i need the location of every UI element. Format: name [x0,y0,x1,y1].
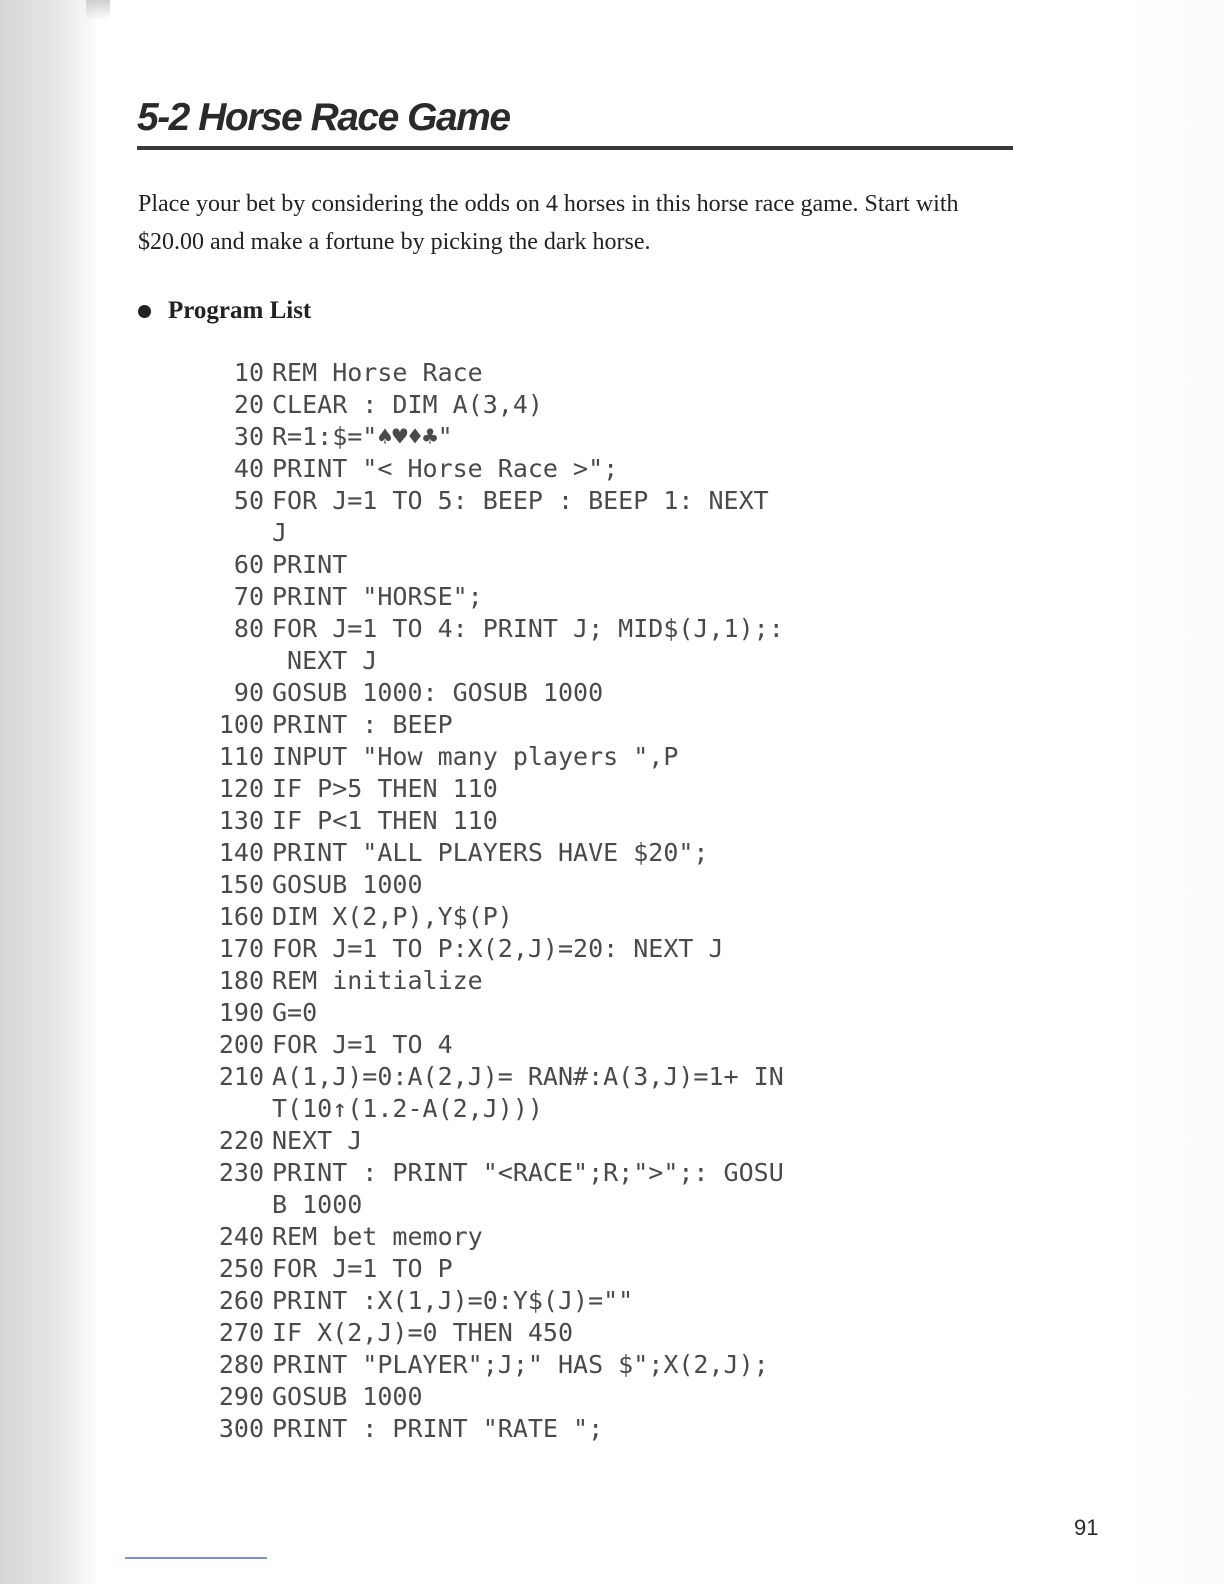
line-number: 50 [233,486,264,515]
code-text: FOR J=1 TO 4: PRINT J; MID$(J,1);: [272,614,784,643]
code-line [206,357,926,389]
code-text: FOR J=1 TO 4 [272,1030,453,1059]
code-line [206,549,926,581]
code-line [206,1285,926,1317]
code-line [206,421,926,453]
code-text: GOSUB 1000 [272,870,423,899]
line-number: 170 [218,934,264,963]
intro-paragraph: Place your bet by considering the odds on 4 horses in this horse race game. Start with $20.00 and make a fortune by picking the dark horse. [138,191,959,255]
line-number: 180 [218,966,264,995]
line-number: 190 [218,998,264,1027]
page-number: 91 [1074,1515,1099,1540]
line-number: 100 [218,710,264,739]
code-text: REM initialize [272,966,483,995]
code-text: GOSUB 1000 [272,1382,423,1411]
title-underline [137,146,1013,150]
code-line [206,1413,926,1445]
line-number: 80 [233,614,264,643]
code-text: PRINT "PLAYER";J;" HAS $";X(2,J); [272,1350,769,1379]
code-line [206,389,926,421]
code-line [206,1061,926,1125]
program-list-heading [138,297,311,325]
line-number: 220 [218,1126,264,1155]
line-number: 30 [233,422,264,451]
code-text: REM Horse Race [272,358,483,387]
line-number: 280 [218,1350,264,1379]
code-line [206,837,926,869]
code-text: NEXT J [272,1126,363,1155]
page-edge-shade [1124,0,1224,1584]
footer-rule [125,1557,267,1559]
code-text: PRINT :X(1,J)=0:Y$(J)="" [272,1286,634,1315]
code-text: R=1:$="♠♥♦♣" [272,422,453,451]
line-number: 200 [218,1030,264,1059]
code-line [206,1381,926,1413]
program-list-label: Program List [168,297,312,324]
bullet-icon [138,305,151,318]
line-number: 270 [218,1318,264,1347]
code-line [206,965,926,997]
code-line [206,1221,926,1253]
line-number: 20 [233,390,264,419]
code-line [206,869,926,901]
code-text: FOR J=1 TO 5: BEEP : BEEP 1: NEXT [272,486,769,515]
line-number: 240 [218,1222,264,1251]
code-text: PRINT "ALL PLAYERS HAVE $20"; [272,838,709,867]
code-text: PRINT : PRINT "RATE "; [272,1414,604,1443]
code-line [206,1349,926,1381]
line-number: 40 [233,454,264,483]
code-line [206,453,926,485]
code-line [206,1157,926,1221]
line-number: 60 [233,550,264,579]
code-line [206,581,926,613]
line-number: 150 [218,870,264,899]
line-number: 140 [218,838,264,867]
code-text: FOR J=1 TO P:X(2,J)=20: NEXT J [272,934,724,963]
code-text: PRINT : BEEP [272,710,453,739]
line-number: 210 [218,1062,264,1091]
book-spine-shadow [0,0,100,1584]
line-number: 90 [233,678,264,707]
code-text: INPUT "How many players ",P [272,742,679,771]
code-continuation: B 1000 [272,1190,363,1219]
code-text: CLEAR : DIM A(3,4) [272,390,543,419]
section-title: 5-2 Horse Race Game [137,96,510,139]
line-number: 110 [218,742,264,771]
code-line [206,709,926,741]
code-text: IF P<1 THEN 110 [272,806,498,835]
code-line [206,485,926,549]
code-line [206,1253,926,1285]
code-text: PRINT "HORSE"; [272,582,483,611]
code-line [206,997,926,1029]
line-number: 130 [218,806,264,835]
code-line [206,805,926,837]
program-listing [206,357,926,1445]
code-text: IF P>5 THEN 110 [272,774,498,803]
code-continuation: J [272,518,288,547]
code-line [206,677,926,709]
code-continuation: NEXT J [272,646,378,675]
code-line [206,933,926,965]
line-number: 300 [218,1414,264,1443]
code-line [206,901,926,933]
code-text: PRINT "< Horse Race >"; [272,454,619,483]
code-continuation: T(10↑(1.2-A(2,J))) [272,1094,543,1123]
line-number: 260 [218,1286,264,1315]
code-text: PRINT : PRINT "<RACE";R;">";: GOSU [272,1158,784,1187]
code-text: DIM X(2,P),Y$(P) [272,902,513,931]
code-text: A(1,J)=0:A(2,J)= RAN#:A(3,J)=1+ IN [272,1062,784,1091]
code-text: G=0 [272,998,318,1027]
line-number: 120 [218,774,264,803]
line-number: 250 [218,1254,264,1283]
code-text: IF X(2,J)=0 THEN 450 [272,1318,574,1347]
code-text: FOR J=1 TO P [272,1254,453,1283]
line-number: 70 [233,582,264,611]
spine-edge [86,0,110,20]
line-number: 290 [218,1382,264,1411]
code-line [206,613,926,677]
code-line [206,1317,926,1349]
code-line [206,741,926,773]
code-text: PRINT [272,550,348,579]
code-text: REM bet memory [272,1222,483,1251]
code-text: GOSUB 1000: GOSUB 1000 [272,678,604,707]
code-line [206,1125,926,1157]
code-line [206,773,926,805]
line-number: 230 [218,1158,264,1187]
line-number: 10 [233,358,264,387]
line-number: 160 [218,902,264,931]
code-line [206,1029,926,1061]
